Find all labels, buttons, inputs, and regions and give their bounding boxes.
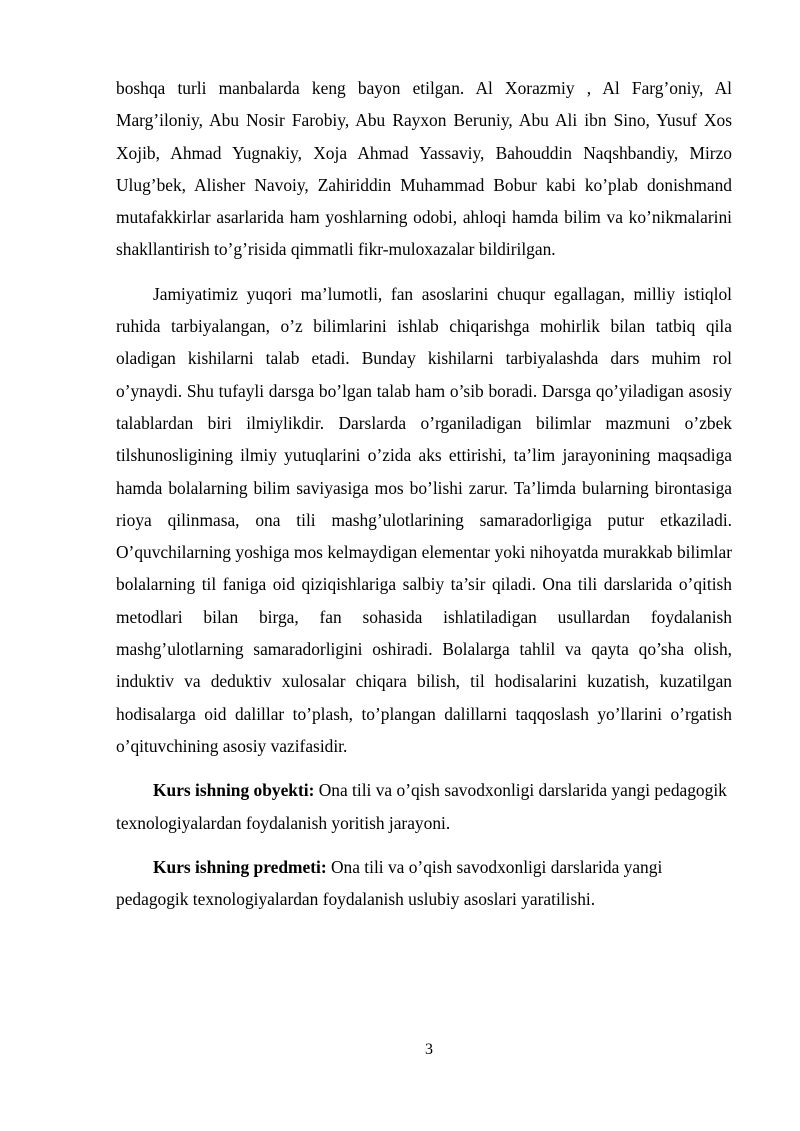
course-object-paragraph [116, 774, 732, 839]
page-number: 3 [425, 1041, 433, 1058]
course-subject-label: Kurs ishning predmeti: [153, 856, 327, 877]
course-subject-text: Ona tili va o’qish savodxonligi darslarida yangi pedagogik texnologiyalardan foydalanish uslubiy asoslari yaratilishi. [116, 856, 663, 910]
paragraph-scholars: boshqa turli manbalarda keng bayon etilgan. Al Xorazmiy , Al Farg’oniy, Al Marg’iloniy, Abu Nosir Farobiy, Abu Rayxon Beruniy, Abu Ali ibn Sino, Yusuf Xos Xojib, Ahmad Yugnakiy, Xoja Ahmad Yassaviy, Bahouddin Naqshbandiy, Mirzo Ulug’bek, Alisher Navoiy, Zahiriddin Muhammad Bobur kabi ko’plab donishmand mutafakkirlar asarlarida ham yoshlarning odobi, ahloqi hamda bilim va ko’nikmalarini shakllantirish to’g’risida qimmatli fikr-muloxazalar bildirilgan. [116, 78, 732, 260]
course-object-text: Ona tili va o’qish savodxonligi darslarida yangi pedagogik texnologiyalardan foydalanish yoritish jarayoni. [116, 780, 727, 833]
paragraph-society-requirements: Jamiyatimiz yuqori ma’lumotli, fan asoslarini chuqur egallagan, milliy istiqlol ruhida tarbiyalangan, o’z bilimlarini ishlab chiqarishga mohirlik bilan tatbiq qila oladigan kishilarni talab etadi. Bunday kishilarni tarbiyalashda dars muhim rol o’ynaydi. Shu tufayli darsga bo’lgan talab ham o’sib boradi. Darsga qo’yiladigan asosiy talablardan biri ilmiylikdir. Darslarda o’rganiladigan bilimlar mazmuni o’zbek tilshunosligining ilmiy yutuqlarini o’zida aks ettirishi, ta’lim jarayonining maqsadiga hamda bolalarning bilim saviyasiga mos bo’lishi zarur. Ta’limda bularning birontasiga rioya qilinmasa, ona tili mashg’ulotlarining samaradorligiga putur etkaziladi. O’quvchilarning yoshiga mos kelmaydigan elementar yoki nihoyatda murakkab bilimlar bolalarning til faniga oid qiziqishlariga salbiy ta’sir qiladi. Ona tili darslarida o’qitish metodlari bilan birga, fan sohasida ishlatiladigan usullardan foydalanish mashg’ulotlarning samaradorligini oshiradi. Bolalarga tahlil va qayta qo’sha olish, induktiv va deduktiv xulosalar chiqara bilish, til hodisalarini kuzatish, kuzatilgan hodisalarga oid dalillar to’plash, to’plangan dalillarni taqqoslash yo’llarini o’rgatish o’qituvchining asosiy vazifasidir. [116, 283, 732, 756]
course-object-label: Kurs ishning obyekti: [153, 780, 315, 801]
document-page [116, 72, 732, 915]
course-subject-paragraph [116, 851, 732, 916]
